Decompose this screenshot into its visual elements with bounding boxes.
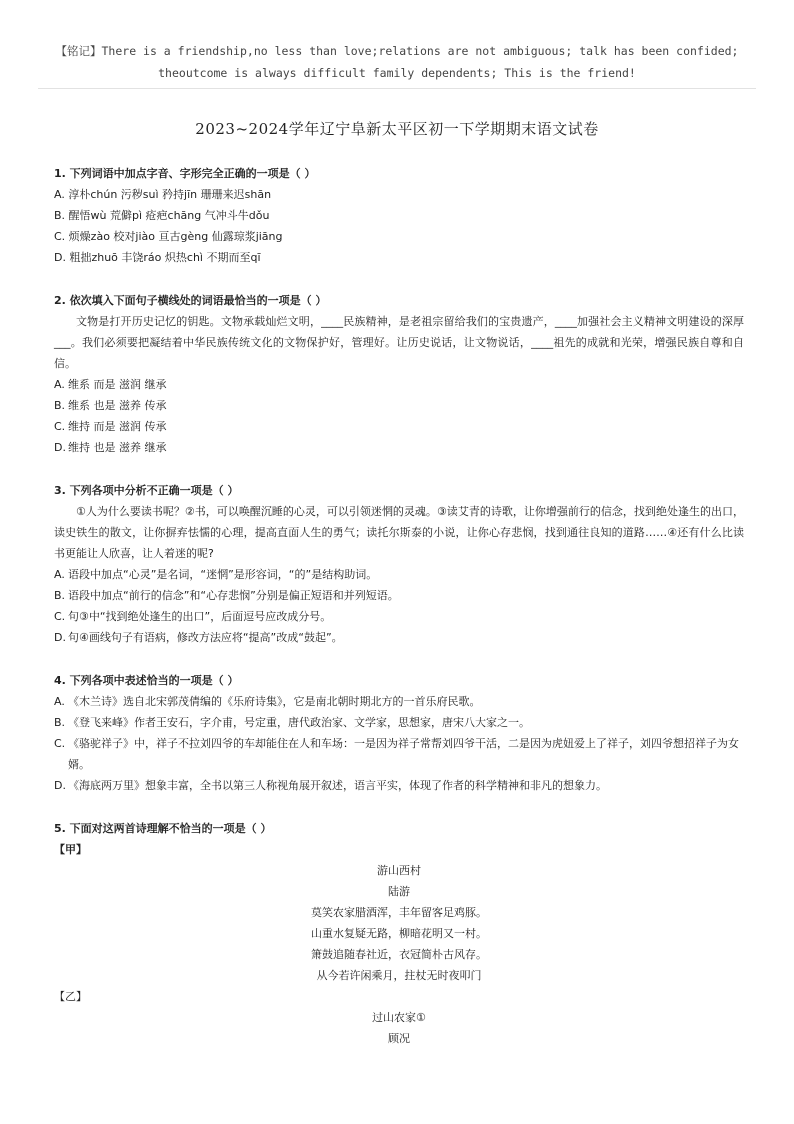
poem-yi-author: 顾况 [388, 1032, 410, 1045]
option-key: A. [54, 568, 65, 581]
question-3-passage: ①人为什么要读书呢？②书，可以唤醒沉睡的心灵，可以引领迷惘的灵魂。③读艾青的诗歌，让你增强前行的信念，找到绝处逢生的出口，读史铁生的散文，让你摒弃怯懦的心理，提高直面人生的勇气；读托尔斯泰的小说，让你心存悲悯，找到通往良知的道路……④还有什么比读书更能让人欣喜，让人着迷的呢? [54, 505, 744, 560]
option-text: 《海底两万里》想象丰富，全书以第三人称视角展开叙述，语言平实，体现了作者的科学精神和非凡的想象力。 [68, 779, 607, 792]
poem-jia-title: 游山西村 [377, 864, 421, 877]
question-4-option-d [54, 775, 744, 796]
poem-jia-line-1: 莫笑农家腊酒浑，丰年留客足鸡豚。 [311, 906, 487, 919]
question-2-title: 2. 依次填入下面句子横线处的词语最恰当的一项是（ ） [54, 294, 327, 307]
poem-jia-label: 【甲】 [54, 843, 87, 856]
poem-yi [54, 1007, 744, 1049]
question-4-option-c [54, 733, 744, 775]
poem-jia [54, 860, 744, 986]
poem-jia-line-4: 从今若许闲乘月，拄杖无时夜叩门 [316, 969, 482, 982]
option-text: 维系 而是 滋润 继承 [68, 378, 167, 391]
question-5-title: 5. 下面对这两首诗理解不恰当的一项是（ ） [54, 822, 272, 835]
option-key: D. [54, 441, 66, 454]
option-key: D. [54, 631, 66, 644]
exam-content [54, 163, 744, 1071]
option-key: B. [54, 716, 66, 729]
option-text: 维持 而是 滋润 传承 [68, 420, 167, 433]
motto-line-1: 【铭记】There is a friendship,no less than love;relations are not ambiguous; talk has been confided; [55, 44, 739, 58]
option-text: 句③中“找到绝处逢生的出口”，后面逗号应改成分号。 [68, 610, 332, 623]
question-3 [54, 480, 744, 648]
poem-jia-line-2: 山重水复疑无路，柳暗花明又一村。 [311, 927, 487, 940]
option-text: 《登飞来峰》作者王安石，字介甫，号定重，唐代政治家、文学家，思想家，唐宋八大家之一。 [68, 716, 530, 729]
option-key: B. [54, 399, 66, 412]
poem-jia-author: 陆游 [388, 885, 410, 898]
question-4 [54, 670, 744, 796]
question-1-option-b: B. 醒悟wù 荒僻pì 疮疤chāng 气冲斗牛dǒu [54, 209, 270, 222]
option-text: 《骆驼祥子》中，祥子不拉刘四爷的车却能住在人和车场：一是因为祥子常帮刘四爷干活，二是因为虎妞爱上了祥子，刘四爷想招祥子为女婿。 [68, 737, 739, 771]
question-2-passage: 文物是打开历史记忆的钥匙。文物承载灿烂文明，____民族精神，是老祖宗留给我们的宝贵遗产，____加强社会主义精神文明建设的深厚___。我们必须要把凝结着中华民族传统文化的文物保护好，管理好。让历史说话，让文物说话，____祖先的成就和光荣，增强民族自尊和自信。 [54, 315, 744, 370]
motto-line-2: theoutcome is always difficult family dependents; This is the friend! [158, 66, 636, 80]
poem-yi-label: 【乙】 [54, 990, 87, 1003]
option-text: 维持 也是 滋养 继承 [68, 441, 167, 454]
question-4-title: 4. 下列各项中表述恰当的一项是（ ） [54, 674, 239, 687]
question-1 [54, 163, 744, 268]
question-3-option-b [54, 585, 744, 606]
header-divider [38, 88, 756, 89]
question-2 [54, 290, 744, 458]
question-2-option-d [54, 437, 744, 458]
question-2-option-b [54, 395, 744, 416]
question-1-option-d: D. 粗拙zhuō 丰饶ráo 炽热chì 不期而至qī [54, 251, 261, 264]
poem-yi-title: 过山农家① [372, 1011, 426, 1024]
question-4-option-a [54, 691, 744, 712]
question-1-option-c: C. 烦燥zào 校对jiào 亘古gèng 仙露琼浆jiāng [54, 230, 283, 243]
question-4-option-b [54, 712, 744, 733]
option-text: 维系 也是 滋养 传承 [68, 399, 167, 412]
motto-banner [40, 40, 754, 84]
option-key: C. [54, 737, 66, 750]
question-3-option-c [54, 606, 744, 627]
page-title: 2023~2024学年辽宁阜新太平区初一下学期期末语文试卷 [195, 120, 599, 138]
question-3-option-a [54, 564, 744, 585]
poem-jia-line-3: 箫鼓追随春社近，衣冠简朴古风存。 [311, 948, 487, 961]
option-key: C. [54, 420, 66, 433]
option-key: A. [54, 378, 65, 391]
question-1-title: 1. 下列词语中加点字音、字形完全正确的一项是（ ） [54, 167, 316, 180]
option-text: 《木兰诗》选自北宋郭茂倩编的《乐府诗集》，它是南北朝时期北方的一首乐府民歌。 [68, 695, 481, 708]
option-text: 语段中加点“心灵”是名词，“迷惘”是形容词，“的”是结构助词。 [68, 568, 378, 581]
option-key: A. [54, 695, 65, 708]
question-2-option-a [54, 374, 744, 395]
question-1-option-a: A. 淳朴chún 污秽suì 矜持jīn 珊珊来迟shān [54, 188, 272, 201]
option-key: B. [54, 589, 66, 602]
question-2-option-c [54, 416, 744, 437]
option-key: C. [54, 610, 66, 623]
option-text: 语段中加点“前行的信念”和“心存悲悯”分别是偏正短语和并列短语。 [68, 589, 399, 602]
option-text: 句④画线句子有语病，修改方法应将“提高”改成“鼓起”。 [68, 631, 343, 644]
option-key: D. [54, 779, 66, 792]
question-5 [54, 818, 744, 1049]
question-3-option-d [54, 627, 744, 648]
question-3-title: 3. 下列各项中分析不正确一项是（ ） [54, 484, 239, 497]
